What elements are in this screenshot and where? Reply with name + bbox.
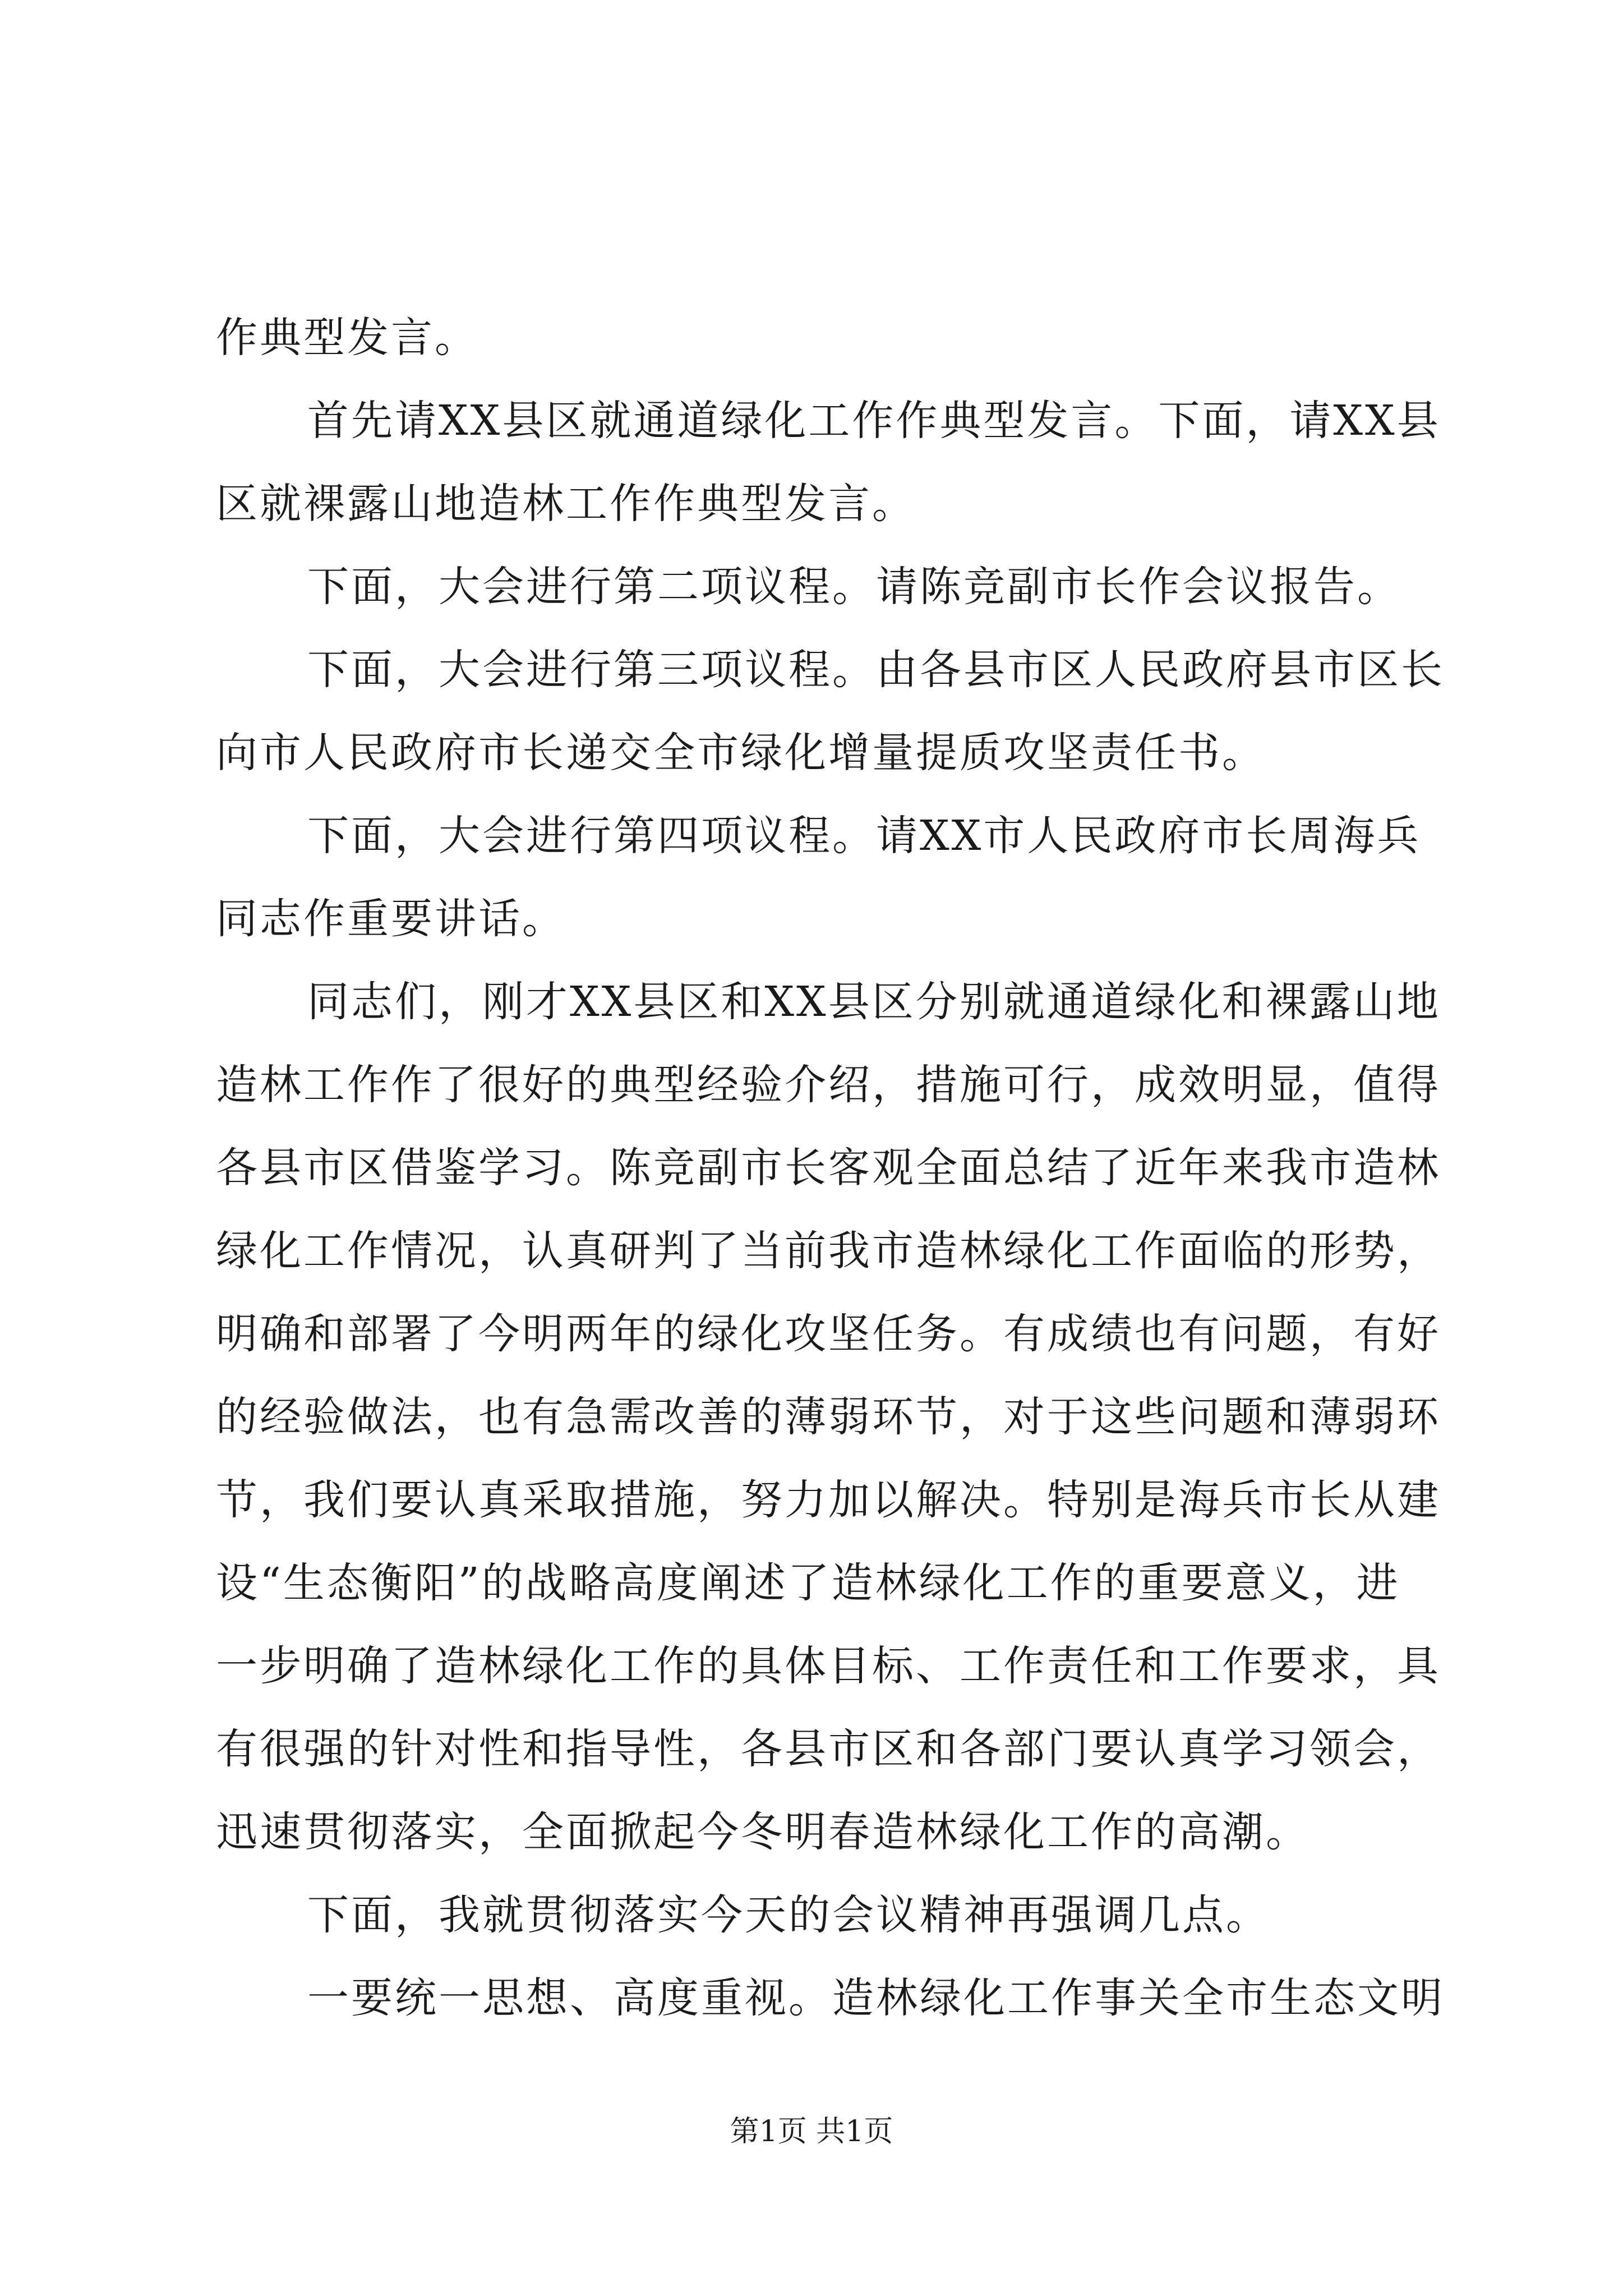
body-line: 下面，大会进行第四项议程。请XX市人民政府市长周海兵 (307, 812, 1421, 860)
body-line: 一要统一思想、高度重视。造林绿化工作事关全市生态文明 (307, 1974, 1445, 2022)
body-line: 设“生态衡阳”的战略高度阐述了造林绿化工作的重要意义，进 (216, 1559, 1400, 1607)
page-footer: 第1页 共1页 (730, 2115, 893, 2148)
body-line: 迅速贯彻落实，全面掀起今冬明春造林绿化工作的高潮。 (216, 1808, 1310, 1856)
body-line: 首先请XX县区就通道绿化工作作典型发言。下面，请XX县 (307, 397, 1441, 445)
body-line: 的经验做法，也有急需改善的薄弱环节，对于这些问题和薄弱环 (216, 1393, 1441, 1441)
body-line: 下面，大会进行第三项议程。由各县市区人民政府县市区长 (307, 646, 1445, 694)
body-line: 同志作重要讲话。 (216, 895, 566, 943)
body-line: 下面，大会进行第二项议程。请陈竞副市长作会议报告。 (307, 563, 1401, 611)
body-line: 明确和部署了今明两年的绿化攻坚任务。有成绩也有问题，有好 (216, 1310, 1441, 1358)
body-line: 有很强的针对性和指导性，各县市区和各部门要认真学习领会， (216, 1725, 1441, 1773)
body-line: 一步明确了造林绿化工作的具体目标、工作责任和工作要求，具 (216, 1642, 1441, 1690)
body-line: 绿化工作情况，认真研判了当前我市造林绿化工作面临的形势， (216, 1227, 1441, 1275)
body-line: 作典型发言。 (216, 314, 478, 362)
body-line: 向市人民政府市长递交全市绿化增量提质攻坚责任书。 (216, 729, 1266, 777)
body-line: 造林工作作了很好的典型经验介绍，措施可行，成效明显，值得 (216, 1061, 1441, 1109)
body-line: 同志们，刚才XX县区和XX县区分别就通道绿化和裸露山地 (307, 978, 1441, 1026)
body-line: 下面，我就贯彻落实今天的会议精神再强调几点。 (307, 1891, 1270, 1939)
body-line: 区就裸露山地造林工作作典型发言。 (216, 480, 916, 528)
body-line: 节，我们要认真采取措施，努力加以解决。特别是海兵市长从建 (216, 1476, 1441, 1524)
body-line: 各县市区借鉴学习。陈竞副市长客观全面总结了近年来我市造林 (216, 1144, 1441, 1192)
